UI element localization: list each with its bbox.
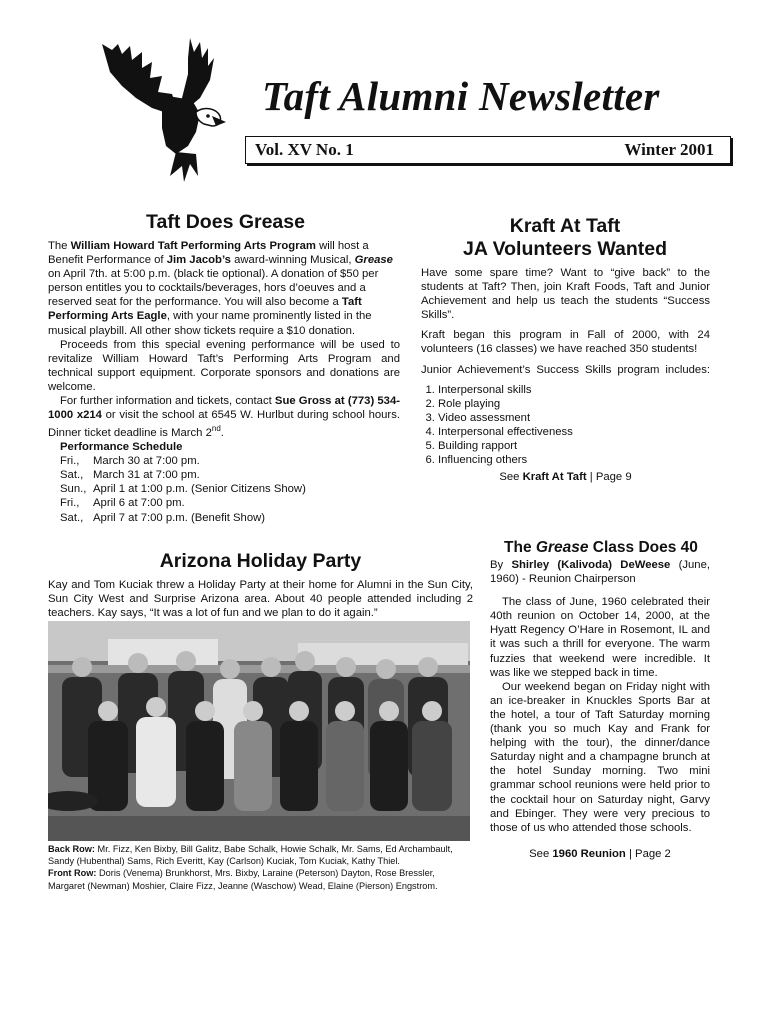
skills-list-item: 4. Interpersonal effectiveness <box>438 425 710 439</box>
heading-post: Class Does 40 <box>588 539 698 556</box>
text-run: Grease <box>354 254 393 267</box>
skills-list-item: 1. Interpersonal skills <box>438 383 710 397</box>
class-byline <box>490 558 710 586</box>
grease-intro <box>48 239 400 338</box>
schedule-detail: April 1 at 1:00 p.m. (Senior Citizens Show) <box>93 483 306 496</box>
volume-number: Vol. XV No. 1 <box>255 140 354 159</box>
skills-list-item: 6. Influencing others <box>438 453 710 467</box>
kraft-continued <box>421 470 710 484</box>
text-run: nd <box>211 424 221 434</box>
schedule-day: Sat., <box>60 511 84 524</box>
class-1960-heading <box>489 539 713 557</box>
text-run: . <box>220 426 224 439</box>
schedule-list <box>60 454 400 524</box>
text-run: For further information and tickets, contact <box>60 395 275 408</box>
caption-back-label: Back Row: <box>48 844 95 854</box>
schedule-detail: April 6 at 7:00 pm. <box>93 497 185 510</box>
see-suffix: | Page 9 <box>586 471 632 484</box>
performance-schedule <box>60 440 400 525</box>
skills-list <box>421 383 710 468</box>
grease-para-2: Proceeds from this special evening performance will be used to revitalize William Howard Taft’s Performing Arts Program and technical support equipment. Corporate sponsors and donations are welcome. <box>48 338 400 393</box>
schedule-row <box>60 454 400 468</box>
text-run: Sue Gross at (773) 534-1000 x214 <box>48 395 400 422</box>
schedule-row <box>60 511 400 525</box>
kraft-heading <box>420 215 710 261</box>
schedule-detail: March 31 at 7:00 pm. <box>93 469 200 482</box>
text-run: Taft Performing Arts Eagle <box>48 296 362 323</box>
grease-article <box>48 239 400 525</box>
byline-name: Shirley (Kalivoda) DeWeese <box>511 559 671 571</box>
class-continued-link: 1960 Reunion <box>552 847 626 860</box>
newsletter-title: Taft Alumni Newsletter <box>262 73 660 119</box>
kraft-heading-line-2: JA Volunteers Wanted <box>462 238 668 260</box>
schedule-row <box>60 496 400 510</box>
text-run: , with your name prominently listed in the musical playbill. All other show tickets require a $10 donation. <box>48 310 372 337</box>
schedule-day: Fri., <box>60 497 80 510</box>
text-run: William Howard Taft Performing Arts Program <box>70 240 316 252</box>
text-run: will host a Benefit Performance of <box>48 240 369 267</box>
text-run: The <box>48 240 71 252</box>
text-run: Jim Jacob’s <box>166 254 231 267</box>
kraft-article <box>421 266 710 484</box>
kraft-para-3: Junior Achievement’s Success Skills program includes: <box>421 363 710 376</box>
kraft-heading-line-1: Kraft At Taft <box>509 215 621 237</box>
class-continued <box>490 847 710 861</box>
schedule-detail: March 30 at 7:00 pm. <box>93 455 200 468</box>
byline-pre: By <box>490 559 512 571</box>
caption-front-label: Front Row: <box>48 868 97 879</box>
arizona-text: Kay and Tom Kuciak threw a Holiday Party at their home for Alumni in the Sun City, Sun City West and Surprise Arizona area. About 40 people attended including 2 teachers. Kay says, “It was a lot of fun and we plan to do it again.” <box>48 579 473 620</box>
heading-pre: The <box>504 539 536 556</box>
kraft-para-2: Kraft began this program in Fall of 2000, with 24 volunteers (16 classes) we have reached 350 students! <box>421 329 710 356</box>
arizona-heading: Arizona Holiday Party <box>159 550 362 572</box>
see-prefix: See <box>499 471 523 484</box>
issue-season: Winter 2001 <box>624 140 714 159</box>
caption-back-names: Mr. Fizz, Ken Bixby, Bill Galitz, Babe Schalk, Howie Schalk, Mr. Sams, Ed Archambault, Sandy (Hubenthal) Sams, Rich Everitt, Kay (Carlson) Kuciak, Tom Kuciak, Kathy Thiel. <box>48 844 453 867</box>
issue-info-bar <box>245 136 731 164</box>
schedule-day: Fri., <box>60 455 80 468</box>
text-run: award-winning Musical, <box>230 254 355 267</box>
kraft-para-1: Have some spare time? Want to “give back” to the students at Taft? Then, join Kraft Foods, Taft and Junior Achievement and help us teach the students “Success Skills”. <box>421 267 710 322</box>
see-suffix: | Page 2 <box>625 847 671 860</box>
schedule-row <box>60 482 400 496</box>
skills-list-item: 3. Video assessment <box>438 411 710 425</box>
heading-emphasis: Grease <box>535 539 589 556</box>
skills-list-item: 2. Role playing <box>438 397 710 411</box>
schedule-detail: April 7 at 7:00 p.m. (Benefit Show) <box>93 511 266 524</box>
grease-heading: Taft Does Grease <box>146 211 305 233</box>
skills-list-item: 5. Building rapport <box>438 439 710 453</box>
text-run: or visit the school at 6545 W. Hurlbut during school hours. Dinner ticket deadline is March 2 <box>48 409 400 439</box>
class-para-2: Our weekend began on Friday night with an ice-breaker in Knuckles Sports Bar at the hotel, a tour of Taft Saturday morning (thank you so much Kay and Frank for helping with the tour), the dinner/dance Saturday night and a champagne brunch at the hotel Sunday morning. Two mini grammar school reunions were held prior to the cocktail hour on Saturday night, Garvy and Ebinger. They were very precious to those of us who attended those schools. <box>490 680 710 834</box>
caption-front-names: Doris (Venema) Brunkhorst, Mrs. Bixby, Laraine (Peterson) Dayton, Rose Bressler, Margaret (Newman) Moshier, Claire Fizz, Jeanne (Waschow) Wead, Elaine (Pierson) Engstrom. <box>48 868 438 891</box>
schedule-day: Sun., <box>60 483 87 496</box>
grease-para-3 <box>48 394 400 440</box>
text-run: on April 7th. at 5:00 p.m. (black tie optional). A donation of $50 per person entitles you to cocktails/beverages, hors d’oeuves and a reserved seat for the performance. You will also become a <box>48 268 379 309</box>
photo-caption <box>48 843 468 892</box>
schedule-day: Sat., <box>60 469 84 482</box>
schedule-title: Performance Schedule <box>60 441 183 454</box>
eagle-logo <box>92 36 227 184</box>
see-prefix: See <box>529 847 553 860</box>
byline-post: (June, 1960) - Reunion Chairperson <box>490 559 710 586</box>
class-1960-article <box>490 558 710 861</box>
alumni-group-photo <box>48 621 470 841</box>
schedule-row <box>60 468 400 482</box>
kraft-continued-link: Kraft At Taft <box>522 471 587 484</box>
class-para-1: The class of June, 1960 celebrated their 40th reunion on October 14, 2000, at the Hyatt Regency O’Hare in Rosemont, IL and it was such a thrill for everyone. The warm fuzzies that weekend were incredible. It was like we stepped back in time. <box>490 596 710 679</box>
